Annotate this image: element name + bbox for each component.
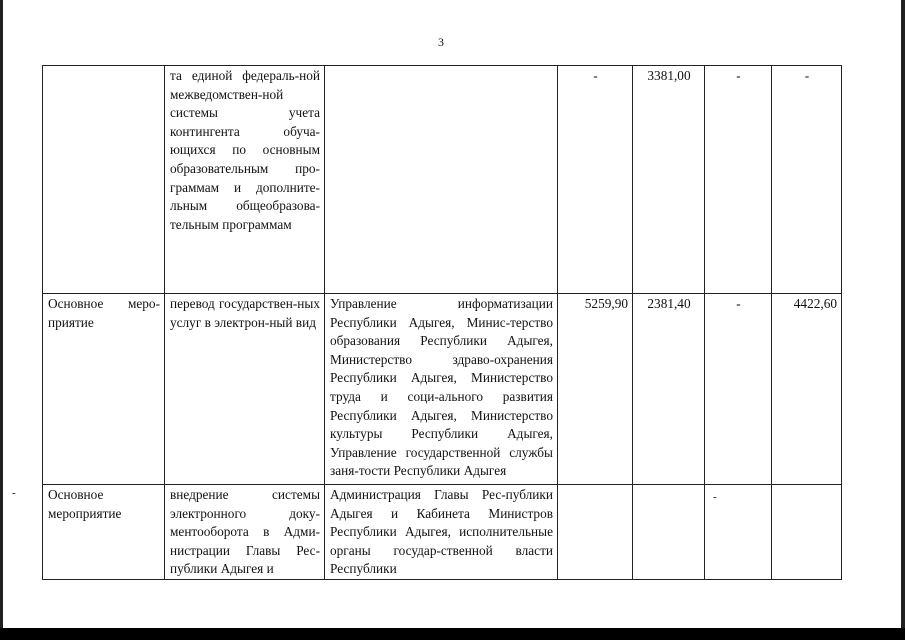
- value-cell: -: [558, 66, 633, 294]
- program-measures-table: [42, 65, 842, 580]
- page-number: 3: [438, 35, 444, 49]
- measure-cell: Основное меро-приятие: [43, 294, 165, 485]
- scan-bottom-edge: [0, 628, 905, 640]
- value-cell: -: [772, 66, 842, 294]
- table-row: [43, 485, 842, 580]
- executor-cell: Управление информатизации Республики Адыгея, Минис-терство образования Республики Адыгея, Министерство здраво-охранения Республики Адыгея, Министерство труда и соци-ального развития Республики Адыгея, Министерство культуры Республики Адыгея, Управление государственной службы заня-тости Республики Адыгея: [325, 294, 558, 485]
- measure-cell: Основное мероприятие: [43, 485, 165, 580]
- executor-cell: [325, 66, 558, 294]
- scan-right-edge: [901, 0, 905, 640]
- executor-cell: Администрация Главы Рес-публики Адыгея и Кабинета Министров Республики Адыгея, исполнительные органы государ-ственной власти Республики: [325, 485, 558, 580]
- value-cell: [633, 485, 705, 580]
- value-cell: -: [705, 66, 772, 294]
- description-cell: внедрение системы электронного доку-ментооборота в Адми-нистрации Главы Рес-публики Адыгея и: [165, 485, 325, 580]
- value-cell: 4422,60: [772, 294, 842, 485]
- table-row: [43, 66, 842, 294]
- value-cell: -: [705, 294, 772, 485]
- description-cell: та единой федераль-ной межведомствен-ной системы учета контингента обуча-ющихся по основным образовательным про-граммам и дополните-льным общеобразова-тельным программам: [165, 66, 325, 294]
- measure-cell: [43, 66, 165, 294]
- value-cell: [772, 485, 842, 580]
- value-cell: 5259,90: [558, 294, 633, 485]
- stray-mark: -: [713, 491, 717, 503]
- value-cell: 2381,40: [633, 294, 705, 485]
- stray-mark: -: [12, 487, 16, 499]
- table-row: [43, 294, 842, 485]
- description-cell: перевод государствен-ных услуг в электрон-ный вид: [165, 294, 325, 485]
- value-cell: [558, 485, 633, 580]
- scan-left-edge: [0, 0, 3, 640]
- value-cell: 3381,00: [633, 66, 705, 294]
